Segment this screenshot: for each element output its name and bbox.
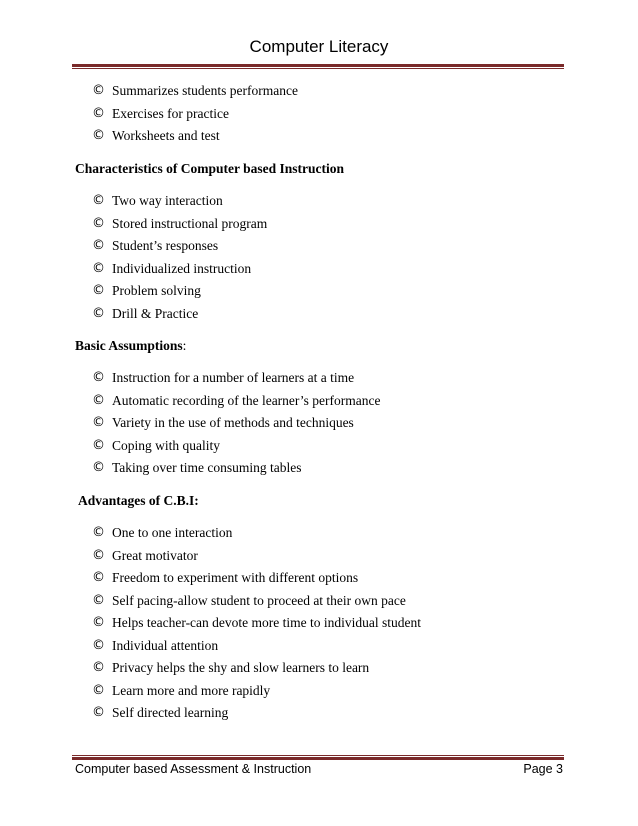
copyright-bullet-icon: © (92, 682, 105, 698)
list-item: © Freedom to experiment with different options (92, 567, 421, 590)
copyright-bullet-icon: © (92, 460, 105, 475)
characteristics-list (92, 190, 267, 325)
copyright-bullet-icon: © (92, 525, 105, 540)
copyright-bullet-icon: © (92, 592, 105, 608)
copyright-bullet-icon: © (92, 260, 105, 276)
assumptions-heading: Basic Assumptions: (75, 338, 187, 353)
list-item: © Summarizes students performance (92, 80, 298, 103)
list-item: © Exercises for practice (92, 103, 298, 126)
footer-document-title: Computer based Assessment & Instruction (75, 762, 312, 776)
copyright-bullet-icon: © (92, 415, 105, 430)
list-item: © Privacy helps the shy and slow learners to learn (92, 657, 421, 680)
assumptions-list (92, 367, 381, 480)
copyright-bullet-icon: © (92, 370, 105, 385)
footer-rule (72, 755, 564, 760)
list-item: © Stored instructional program (92, 213, 267, 236)
copyright-bullet-icon: © (92, 105, 105, 121)
list-item: © Helps teacher-can devote more time to individual student (92, 612, 421, 635)
footer-page-number: Page 3 (523, 762, 563, 776)
list-item: © One to one interaction (92, 522, 421, 545)
list-item: © Individualized instruction (92, 258, 267, 281)
list-item: © Individual attention (92, 635, 421, 658)
copyright-bullet-icon: © (92, 128, 105, 143)
list-item: © Instruction for a number of learners at a time (92, 367, 381, 390)
advantages-list (92, 522, 421, 725)
copyright-bullet-icon: © (92, 615, 105, 630)
copyright-bullet-icon: © (92, 570, 105, 585)
copyright-bullet-icon: © (92, 83, 105, 98)
list-item: © Drill & Practice (92, 303, 267, 326)
copyright-bullet-icon: © (92, 215, 105, 231)
characteristics-heading: Characteristics of Computer based Instruction (75, 161, 344, 176)
list-item: © Automatic recording of the learner’s performance (92, 390, 381, 413)
list-item: © Coping with quality (92, 435, 381, 458)
list-item: © Taking over time consuming tables (92, 457, 381, 480)
list-item: © Worksheets and test (92, 125, 298, 148)
copyright-bullet-icon: © (92, 547, 105, 563)
page-header-title: Computer Literacy (249, 37, 389, 56)
list-item: © Self directed learning (92, 702, 421, 725)
copyright-bullet-icon: © (92, 660, 105, 675)
list-item: © Self pacing-allow student to proceed at their own pace (92, 590, 421, 613)
copyright-bullet-icon: © (92, 238, 105, 253)
list-item: © Problem solving (92, 280, 267, 303)
list-item: © Student’s responses (92, 235, 267, 258)
list-item: © Variety in the use of methods and techniques (92, 412, 381, 435)
copyright-bullet-icon: © (92, 283, 105, 298)
copyright-bullet-icon: © (92, 637, 105, 653)
copyright-bullet-icon: © (92, 305, 105, 321)
intro-list (92, 80, 298, 148)
copyright-bullet-icon: © (92, 705, 105, 720)
list-item: © Two way interaction (92, 190, 267, 213)
list-item: © Learn more and more rapidly (92, 680, 421, 703)
advantages-heading: Advantages of C.B.I: (78, 493, 199, 508)
copyright-bullet-icon: © (92, 392, 105, 408)
copyright-bullet-icon: © (92, 193, 105, 208)
copyright-bullet-icon: © (92, 437, 105, 453)
list-item: © Great motivator (92, 545, 421, 568)
